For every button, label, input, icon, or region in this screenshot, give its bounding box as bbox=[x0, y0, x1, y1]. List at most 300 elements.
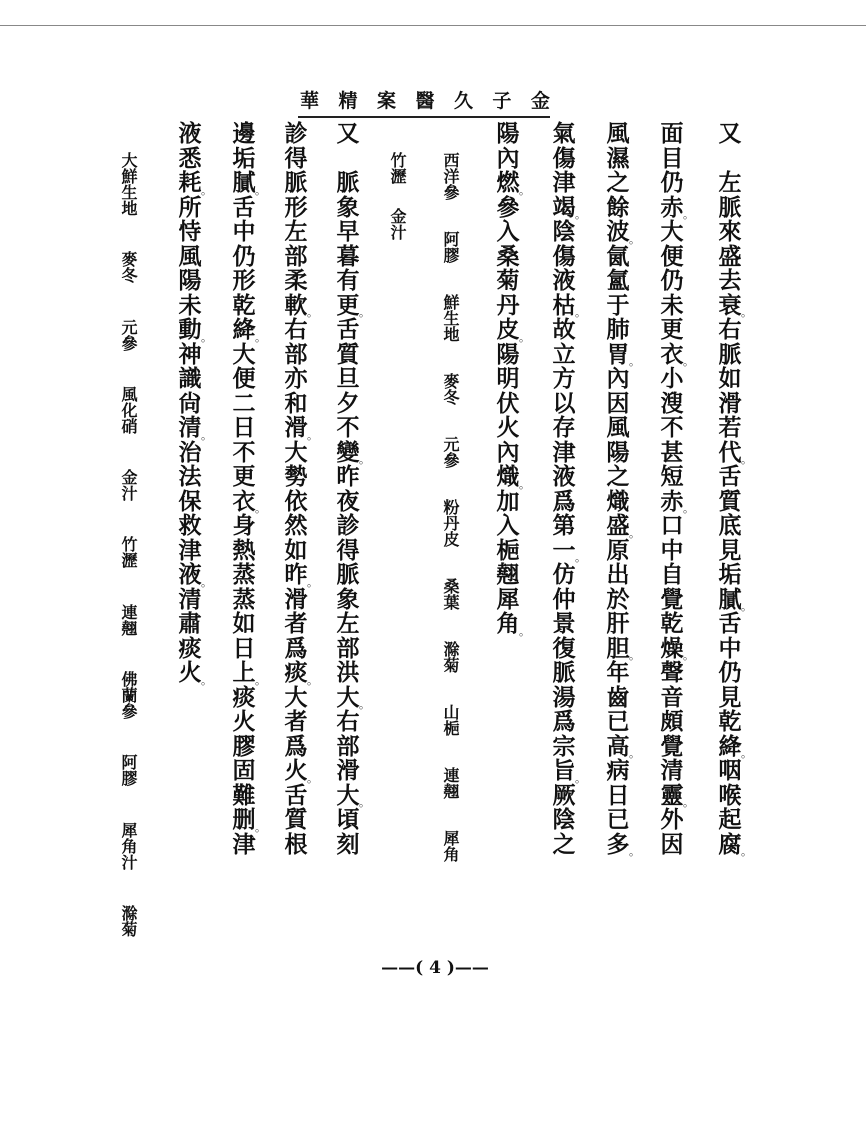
char: 神 bbox=[178, 340, 202, 368]
char: 痰 bbox=[178, 634, 202, 662]
char: 如 bbox=[284, 536, 308, 564]
char: 滑 bbox=[718, 389, 742, 417]
char: 形 bbox=[284, 193, 308, 221]
text-column bbox=[716, 120, 752, 858]
char: 餘 bbox=[606, 193, 630, 221]
char: 梔 bbox=[496, 536, 520, 564]
text-column bbox=[550, 120, 586, 858]
herb-item: 元參 bbox=[119, 318, 138, 351]
char: 便 bbox=[232, 365, 256, 392]
char: 氤 bbox=[606, 242, 630, 270]
char: 仍 bbox=[718, 659, 742, 686]
char: 仍 bbox=[232, 242, 256, 270]
char: 齒 bbox=[606, 683, 630, 711]
char: 頃 bbox=[336, 806, 360, 833]
char: 高 。 bbox=[606, 732, 640, 760]
char: 內 bbox=[496, 144, 520, 172]
header-char: 精 bbox=[338, 90, 358, 112]
char: 熾 。 bbox=[496, 463, 530, 491]
char: 部 bbox=[336, 732, 360, 760]
char: 盛 bbox=[718, 242, 742, 270]
char: 質 bbox=[718, 487, 742, 515]
char: 仍 bbox=[660, 169, 684, 196]
running-header bbox=[300, 86, 550, 112]
char: 痰 bbox=[232, 683, 256, 711]
punctuation-mark: 。 bbox=[359, 453, 370, 466]
herb-item: 滁菊 bbox=[441, 641, 460, 673]
char: 質 bbox=[336, 340, 360, 368]
char: 左 bbox=[336, 610, 360, 637]
char: 目 bbox=[660, 144, 684, 172]
char: 衣 。 bbox=[660, 340, 694, 368]
char: 脈 bbox=[336, 561, 360, 588]
char: 角 。 bbox=[496, 610, 530, 638]
char: 如 bbox=[718, 365, 742, 392]
char: 形 bbox=[232, 267, 256, 294]
char: 夕 bbox=[336, 389, 360, 417]
char: 津 bbox=[552, 169, 576, 196]
char: 肅 bbox=[178, 610, 202, 637]
char: 衰 。 bbox=[718, 291, 752, 319]
char: 濕 bbox=[606, 144, 630, 172]
char: 舌 bbox=[284, 781, 308, 809]
char: 陽 bbox=[496, 340, 520, 368]
char: 滑 bbox=[336, 757, 360, 784]
char: 變 。 bbox=[336, 438, 370, 466]
char: 絳 。 bbox=[718, 732, 752, 760]
char: 熾 bbox=[606, 487, 630, 515]
char: 膠 bbox=[232, 732, 256, 760]
punctuation-mark: 。 bbox=[683, 502, 694, 515]
punctuation-mark: 。 bbox=[741, 306, 752, 319]
text-column bbox=[604, 120, 640, 858]
punctuation-mark: 。 bbox=[741, 600, 752, 613]
char: 伏 bbox=[496, 389, 520, 417]
char: 清 。 bbox=[178, 414, 212, 442]
char: 津 bbox=[178, 536, 202, 564]
char: 桑 bbox=[496, 242, 520, 270]
char: 旨 。 bbox=[552, 757, 586, 785]
char: 宗 bbox=[552, 732, 576, 760]
char: 陰 bbox=[552, 806, 576, 833]
herb-item: 犀角汁 bbox=[119, 821, 138, 870]
header-char: 醫 bbox=[415, 90, 435, 112]
text-column bbox=[658, 120, 694, 858]
char: 湯 bbox=[552, 683, 576, 711]
char: 質 bbox=[284, 806, 308, 833]
char: 和 bbox=[284, 389, 308, 417]
punctuation-mark: 。 bbox=[201, 330, 212, 344]
char: 删 。 bbox=[232, 806, 266, 834]
punctuation-mark: 。 bbox=[255, 502, 266, 515]
herb-item: 滁菊 bbox=[119, 904, 138, 937]
char: 病 bbox=[606, 757, 630, 784]
char: 液 bbox=[552, 267, 576, 294]
char: 清 bbox=[660, 757, 684, 784]
punctuation-mark: 。 bbox=[629, 747, 640, 760]
char: 舌 bbox=[336, 316, 360, 343]
char: 音 bbox=[660, 683, 684, 711]
char: 風 bbox=[606, 414, 630, 441]
char: 尙 bbox=[178, 389, 202, 417]
char: 外 bbox=[660, 806, 684, 833]
char: 丹 bbox=[496, 291, 520, 319]
char: 咽 bbox=[718, 757, 742, 784]
char: 痰 。 bbox=[284, 659, 318, 687]
char: 然 bbox=[284, 512, 308, 539]
char: 救 bbox=[178, 512, 202, 539]
punctuation-mark: 。 bbox=[255, 820, 266, 834]
char: 不 bbox=[232, 438, 256, 466]
char: 右 bbox=[284, 316, 308, 343]
text-column bbox=[176, 120, 212, 687]
char: 火 。 bbox=[178, 659, 212, 687]
char: 治 bbox=[178, 438, 202, 466]
char: 年 bbox=[606, 659, 630, 686]
punctuation-mark: 。 bbox=[741, 747, 752, 760]
herb-item: 犀角 bbox=[441, 830, 460, 862]
char: 仍 bbox=[660, 267, 684, 294]
punctuation-mark: 。 bbox=[575, 551, 586, 564]
char: 未 bbox=[178, 291, 202, 319]
char: 若 bbox=[718, 414, 742, 441]
char: 如 bbox=[232, 610, 256, 637]
char: 耗 。 bbox=[178, 169, 212, 197]
char: 更 。 bbox=[336, 291, 370, 319]
char: 小 bbox=[660, 365, 684, 392]
prescription-list-1b bbox=[386, 152, 408, 240]
char: 所 bbox=[178, 193, 202, 221]
char: 得 bbox=[336, 536, 360, 564]
char: 起 bbox=[718, 806, 742, 833]
char: 火 bbox=[232, 708, 256, 735]
char: 方 bbox=[552, 365, 576, 392]
punctuation-mark: 。 bbox=[575, 771, 586, 785]
punctuation-mark: 。 bbox=[255, 330, 266, 344]
herb-item: 竹瀝 bbox=[388, 152, 407, 184]
herb-item: 佛蘭參 bbox=[119, 671, 138, 720]
char: 得 bbox=[284, 144, 308, 172]
herb-item: 麥冬 bbox=[119, 251, 138, 284]
punctuation-mark: 。 bbox=[201, 575, 212, 589]
char: 邊 bbox=[232, 120, 256, 147]
char: 身 bbox=[232, 512, 256, 539]
char: 根 bbox=[284, 830, 308, 858]
char: 溲 bbox=[660, 389, 684, 417]
top-rule bbox=[0, 25, 866, 26]
char: 仲 bbox=[552, 585, 576, 613]
page-number: ——( 4 )—— bbox=[381, 958, 489, 978]
char: 垢 bbox=[232, 144, 256, 172]
char: 內 bbox=[606, 365, 630, 392]
herb-item: 金汁 bbox=[388, 208, 407, 240]
punctuation-mark: 。 bbox=[307, 771, 318, 785]
prescription-list-2 bbox=[117, 152, 139, 937]
herb-item: 粉丹皮 bbox=[441, 499, 460, 547]
herb-item: 麥冬 bbox=[441, 373, 460, 405]
punctuation-mark: 。 bbox=[307, 306, 318, 319]
char: 脈 bbox=[284, 169, 308, 196]
char: 皮 。 bbox=[496, 316, 530, 344]
char: 者 bbox=[284, 708, 308, 735]
char: 明 bbox=[496, 365, 520, 392]
herb-item: 山梔 bbox=[441, 704, 460, 736]
char: 旦 bbox=[336, 365, 360, 392]
char: 靈 。 bbox=[660, 781, 694, 809]
char: 舌 bbox=[718, 610, 742, 637]
char: 滑 。 bbox=[284, 414, 318, 442]
char: 于 bbox=[606, 291, 630, 319]
char: 於 bbox=[606, 585, 630, 613]
char: 故 bbox=[552, 316, 576, 343]
header-char: 子 bbox=[492, 90, 512, 112]
punctuation-mark: 。 bbox=[201, 673, 212, 687]
char: 赤 。 bbox=[660, 193, 694, 221]
char: 診 bbox=[336, 512, 360, 539]
char: 更 bbox=[232, 463, 256, 490]
char: 日 bbox=[232, 414, 256, 441]
char: 脈 bbox=[718, 193, 742, 221]
herb-item: 鮮生地 bbox=[441, 294, 460, 342]
char: 蒸 bbox=[232, 585, 256, 613]
char: 燥 。 bbox=[660, 634, 694, 662]
char: 部 bbox=[284, 242, 308, 270]
char: 之 bbox=[606, 463, 630, 490]
herb-item: 西洋參 bbox=[441, 152, 460, 200]
char: 乾 bbox=[232, 291, 256, 319]
char: 一 。 bbox=[552, 536, 586, 564]
char: 之 bbox=[552, 830, 576, 858]
char: 乾 bbox=[718, 708, 742, 735]
char: 部 bbox=[336, 634, 360, 662]
char bbox=[717, 147, 743, 172]
char: 液 bbox=[178, 120, 202, 147]
char: 傷 bbox=[552, 144, 576, 172]
char: 復 bbox=[552, 634, 576, 662]
herb-item: 桑葉 bbox=[441, 578, 460, 610]
char: 清 bbox=[178, 585, 202, 613]
char: 滑 bbox=[284, 585, 308, 613]
char: 陽 bbox=[496, 120, 520, 147]
char: 以 bbox=[552, 389, 576, 417]
char: 赤 。 bbox=[660, 487, 694, 515]
char: 出 bbox=[606, 561, 630, 588]
char: 日 bbox=[606, 781, 630, 809]
char: 不 bbox=[660, 414, 684, 441]
punctuation-mark: 。 bbox=[519, 330, 530, 344]
char: 入 bbox=[496, 512, 520, 539]
char: 脈 bbox=[718, 340, 742, 368]
char: 又 bbox=[336, 120, 360, 147]
punctuation-mark: 。 bbox=[307, 575, 318, 589]
header-char: 久 bbox=[453, 90, 473, 112]
punctuation-mark: 。 bbox=[359, 796, 370, 809]
char: 恃 bbox=[178, 218, 202, 245]
char: 又 bbox=[718, 120, 742, 147]
text-column bbox=[230, 120, 266, 858]
char: 見 bbox=[718, 536, 742, 564]
punctuation-mark: 。 bbox=[255, 183, 266, 197]
char: 不 bbox=[336, 414, 360, 441]
char: 中 bbox=[718, 634, 742, 662]
herb-item: 大鮮生地 bbox=[119, 152, 138, 216]
char: 者 bbox=[284, 610, 308, 637]
char: 已 bbox=[606, 708, 630, 735]
char: 爲 bbox=[552, 708, 576, 735]
punctuation-mark: 。 bbox=[307, 428, 318, 442]
herb-item: 連翹 bbox=[119, 603, 138, 636]
punctuation-mark: 。 bbox=[629, 355, 640, 368]
char: 悉 bbox=[178, 144, 202, 172]
char: 胆 。 bbox=[606, 634, 640, 662]
char: 因 bbox=[606, 389, 630, 417]
char: 陽 bbox=[606, 438, 630, 466]
char: 垢 bbox=[718, 561, 742, 588]
char: 肺 bbox=[606, 316, 630, 343]
char: 津 bbox=[232, 830, 256, 858]
punctuation-mark: 。 bbox=[575, 306, 586, 319]
char: 之 bbox=[606, 169, 630, 196]
char: 脈 bbox=[552, 659, 576, 686]
text-column bbox=[494, 120, 530, 638]
char: 識 bbox=[178, 365, 202, 392]
char: 來 bbox=[718, 218, 742, 245]
char: 口 bbox=[660, 512, 684, 539]
char: 覺 bbox=[660, 732, 684, 760]
char: 夜 bbox=[336, 487, 360, 515]
char: 原 bbox=[606, 536, 630, 564]
char: 象 bbox=[336, 193, 360, 221]
char: 便 bbox=[660, 242, 684, 270]
char: 火 bbox=[496, 414, 520, 441]
punctuation-mark: 。 bbox=[629, 526, 640, 540]
char: 內 bbox=[496, 438, 520, 466]
char: 診 bbox=[284, 120, 308, 147]
char: 上 。 bbox=[232, 659, 266, 687]
char: 大 。 bbox=[336, 683, 370, 711]
char: 中 bbox=[660, 536, 684, 564]
char: 左 bbox=[718, 169, 742, 196]
char: 風 bbox=[606, 120, 630, 147]
char: 代 。 bbox=[718, 438, 752, 466]
char: 入 bbox=[496, 218, 520, 245]
punctuation-mark: 。 bbox=[307, 673, 318, 687]
punctuation-mark: 。 bbox=[519, 624, 530, 638]
punctuation-mark: 。 bbox=[629, 649, 640, 662]
char: 爲 bbox=[284, 634, 308, 662]
herb-item: 連翹 bbox=[441, 767, 460, 799]
punctuation-mark: 。 bbox=[629, 232, 640, 246]
char: 存 bbox=[552, 414, 576, 441]
char: 右 bbox=[336, 708, 360, 735]
char: 二 bbox=[232, 389, 256, 417]
char: 立 bbox=[552, 340, 576, 368]
char: 翹 bbox=[496, 561, 520, 588]
char: 見 bbox=[718, 683, 742, 711]
char: 腐 。 bbox=[718, 830, 752, 858]
char: 液 。 bbox=[178, 561, 212, 589]
char: 有 bbox=[336, 267, 360, 294]
char: 厥 bbox=[552, 781, 576, 809]
char: 自 bbox=[660, 561, 684, 588]
char: 早 bbox=[336, 218, 360, 245]
char: 爲 bbox=[284, 732, 308, 760]
char: 更 bbox=[660, 316, 684, 343]
punctuation-mark: 。 bbox=[741, 453, 752, 466]
herb-item: 阿膠 bbox=[119, 754, 138, 787]
punctuation-mark: 。 bbox=[359, 306, 370, 319]
char: 動 。 bbox=[178, 316, 212, 344]
char: 風 bbox=[178, 242, 202, 270]
char: 犀 bbox=[496, 585, 520, 613]
char: 部 bbox=[284, 340, 308, 368]
char: 已 bbox=[606, 806, 630, 833]
char: 肝 bbox=[606, 610, 630, 637]
punctuation-mark: 。 bbox=[519, 183, 530, 197]
char: 蒸 bbox=[232, 561, 256, 588]
char: 竭 。 bbox=[552, 193, 586, 221]
punctuation-mark: 。 bbox=[201, 428, 212, 442]
herb-item: 阿膠 bbox=[441, 231, 460, 263]
char: 脈 bbox=[336, 169, 360, 196]
char: 亦 bbox=[284, 365, 308, 392]
char: 舌 bbox=[718, 463, 742, 490]
char: 象 bbox=[336, 585, 360, 613]
char: 頗 bbox=[660, 708, 684, 735]
punctuation-mark: 。 bbox=[255, 673, 266, 687]
char: 大 bbox=[284, 438, 308, 466]
char: 衣 。 bbox=[232, 487, 266, 515]
char: 爲 bbox=[552, 487, 576, 515]
char: 津 bbox=[552, 438, 576, 466]
char: 仿 bbox=[552, 561, 576, 588]
punctuation-mark: 。 bbox=[519, 477, 530, 491]
char: 刻 bbox=[336, 830, 360, 858]
punctuation-mark: 。 bbox=[629, 845, 640, 858]
char: 絳 。 bbox=[232, 316, 266, 344]
char: 柔 bbox=[284, 267, 308, 294]
char: 膩 。 bbox=[232, 169, 266, 197]
char: 短 bbox=[660, 463, 684, 490]
char: 法 bbox=[178, 463, 202, 490]
char: 傷 bbox=[552, 242, 576, 270]
char: 燃 。 bbox=[496, 169, 530, 197]
punctuation-mark: 。 bbox=[741, 845, 752, 858]
char: 參 bbox=[496, 193, 520, 221]
char: 景 bbox=[552, 610, 576, 637]
char: 依 bbox=[284, 487, 308, 515]
char: 陽 bbox=[178, 267, 202, 294]
char: 多 。 bbox=[606, 830, 640, 858]
char: 去 bbox=[718, 267, 742, 294]
char: 乾 bbox=[660, 610, 684, 637]
text-column bbox=[334, 120, 370, 858]
punctuation-mark: 。 bbox=[683, 649, 694, 662]
char: 氣 bbox=[552, 120, 576, 147]
char: 胃 。 bbox=[606, 340, 640, 368]
char: 右 bbox=[718, 316, 742, 343]
char: 日 bbox=[232, 634, 256, 662]
char: 暮 bbox=[336, 242, 360, 270]
char: 熱 bbox=[232, 536, 256, 564]
char: 大 。 bbox=[336, 781, 370, 809]
char: 舌 bbox=[232, 193, 256, 221]
char: 液 bbox=[552, 463, 576, 490]
char: 昨 。 bbox=[284, 561, 318, 589]
char: 甚 bbox=[660, 438, 684, 466]
char: 第 bbox=[552, 512, 576, 539]
text-column bbox=[282, 120, 318, 858]
